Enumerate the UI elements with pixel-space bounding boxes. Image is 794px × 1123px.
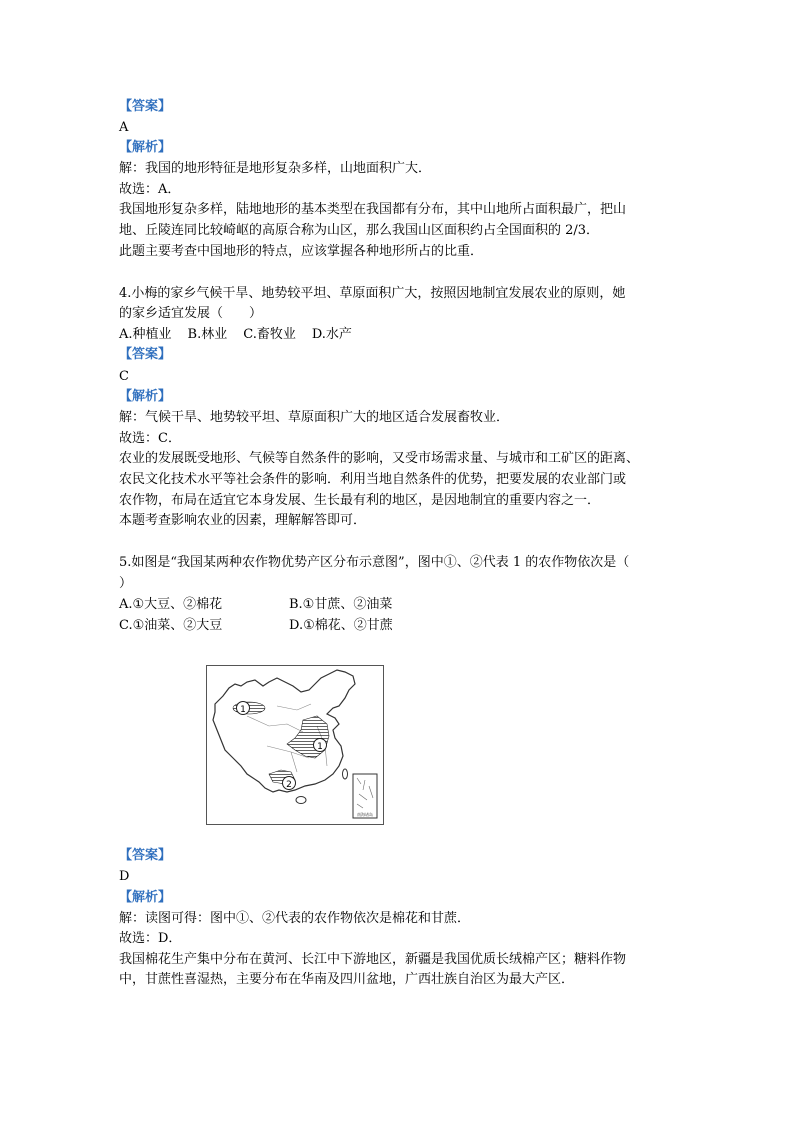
china-map-drawing xyxy=(207,666,382,823)
svg-text:南海诸岛: 南海诸岛 xyxy=(357,812,373,817)
option-a: A.种植业 xyxy=(119,327,172,342)
option-c: C.畜牧业 xyxy=(243,327,296,342)
explanation-line: 我国地形复杂多样，陆地地形的基本类型在我国都有分布，其中山地所占面积最广，把山 xyxy=(119,202,627,217)
choice-text: 故选：D． xyxy=(119,931,182,946)
explanation-line: 地、丘陵连同比较崎岖的高原合称为山区，那么我国山区面积约占全国面积的 2/3． xyxy=(119,223,600,238)
explanation-line: 农业的发展既受地形、气候等自然条件的影响，又受市场需求量、与城市和工矿区的距离、 xyxy=(119,451,640,466)
svg-text:2: 2 xyxy=(286,780,292,790)
explanation-line: 中，甘蔗性喜湿热，主要分布在华南及四川盆地，广西壮族自治区为最大产区． xyxy=(119,972,575,987)
answer-value: A xyxy=(119,120,129,135)
answer-value: D xyxy=(119,869,130,884)
marker-1-west xyxy=(237,702,250,716)
option-d: D.①棉花、②甘蔗 xyxy=(289,618,393,633)
solution-text: 解：气候干旱、地势较平坦、草原面积广大的地区适合发展畜牧业． xyxy=(119,410,510,425)
explanation-line: 农作物，布局在适宜它本身发展、生长最有利的地区，是因地制宜的重要内容之一． xyxy=(119,493,601,508)
question-4-options xyxy=(119,325,368,345)
explanation-line: 我国棉花生产集中分布在黄河、长江中下游地区，新疆是我国优质长绒棉产区；糖料作物 xyxy=(119,952,627,967)
analysis-heading: 【解析】 xyxy=(119,890,172,905)
question-5-options-row1 xyxy=(119,595,459,615)
question-4-stem: 的家乡适宜发展（ ） xyxy=(119,306,263,321)
option-c: C.①油菜、②大豆 xyxy=(119,618,223,633)
solution-text: 解：读图可得：图中①、②代表的农作物依次是棉花和甘蔗． xyxy=(119,911,471,926)
taiwan-island xyxy=(343,769,348,779)
solution-text: 解：我国的地形特征是地形复杂多样，山地面积广大． xyxy=(119,161,432,176)
option-b: B.林业 xyxy=(187,327,228,342)
analysis-heading: 【解析】 xyxy=(119,140,172,155)
question-5-options-row2 xyxy=(119,616,459,636)
explanation-line: 此题主要考查中国地形的特点，应该掌握各种地形所占的比重． xyxy=(119,244,484,259)
svg-text:1: 1 xyxy=(317,742,323,752)
answer-heading: 【答案】 xyxy=(119,848,172,863)
south-china-sea-inset xyxy=(353,774,377,818)
answer-value: C xyxy=(119,369,129,384)
explanation-line: 本题考查影响农业的因素，理解解答即可． xyxy=(119,513,367,528)
marker-1-central xyxy=(314,739,327,753)
option-a: A.①大豆、②棉花 xyxy=(119,597,223,612)
analysis-heading: 【解析】 xyxy=(119,389,172,404)
china-crop-map xyxy=(206,665,384,825)
choice-text: 故选：C． xyxy=(119,431,181,446)
hainan-island xyxy=(296,797,306,804)
option-b: B.①甘蔗、②油菜 xyxy=(289,597,393,612)
question-5-stem: 5.如图是“我国某两种农作物优势产区分布示意图”，图中①、②代表 1 的农作物依次是（ xyxy=(119,555,630,570)
svg-text:1: 1 xyxy=(240,705,246,715)
explanation-line: 农民文化技术水平等社会条件的影响．利用当地自然条件的优势，把要发展的农业部门或 xyxy=(119,472,627,487)
option-d: D.水产 xyxy=(311,327,352,342)
answer-heading: 【答案】 xyxy=(119,347,172,362)
choice-text: 故选：A． xyxy=(119,182,181,197)
answer-heading: 【答案】 xyxy=(119,99,172,114)
question-4-stem: 4.小梅的家乡气候干旱、地势较平坦、草原面积广大，按照因地制宜发展农业的原则，她 xyxy=(119,286,626,301)
question-5-stem: ） xyxy=(119,576,133,591)
marker-2-south xyxy=(283,777,296,791)
